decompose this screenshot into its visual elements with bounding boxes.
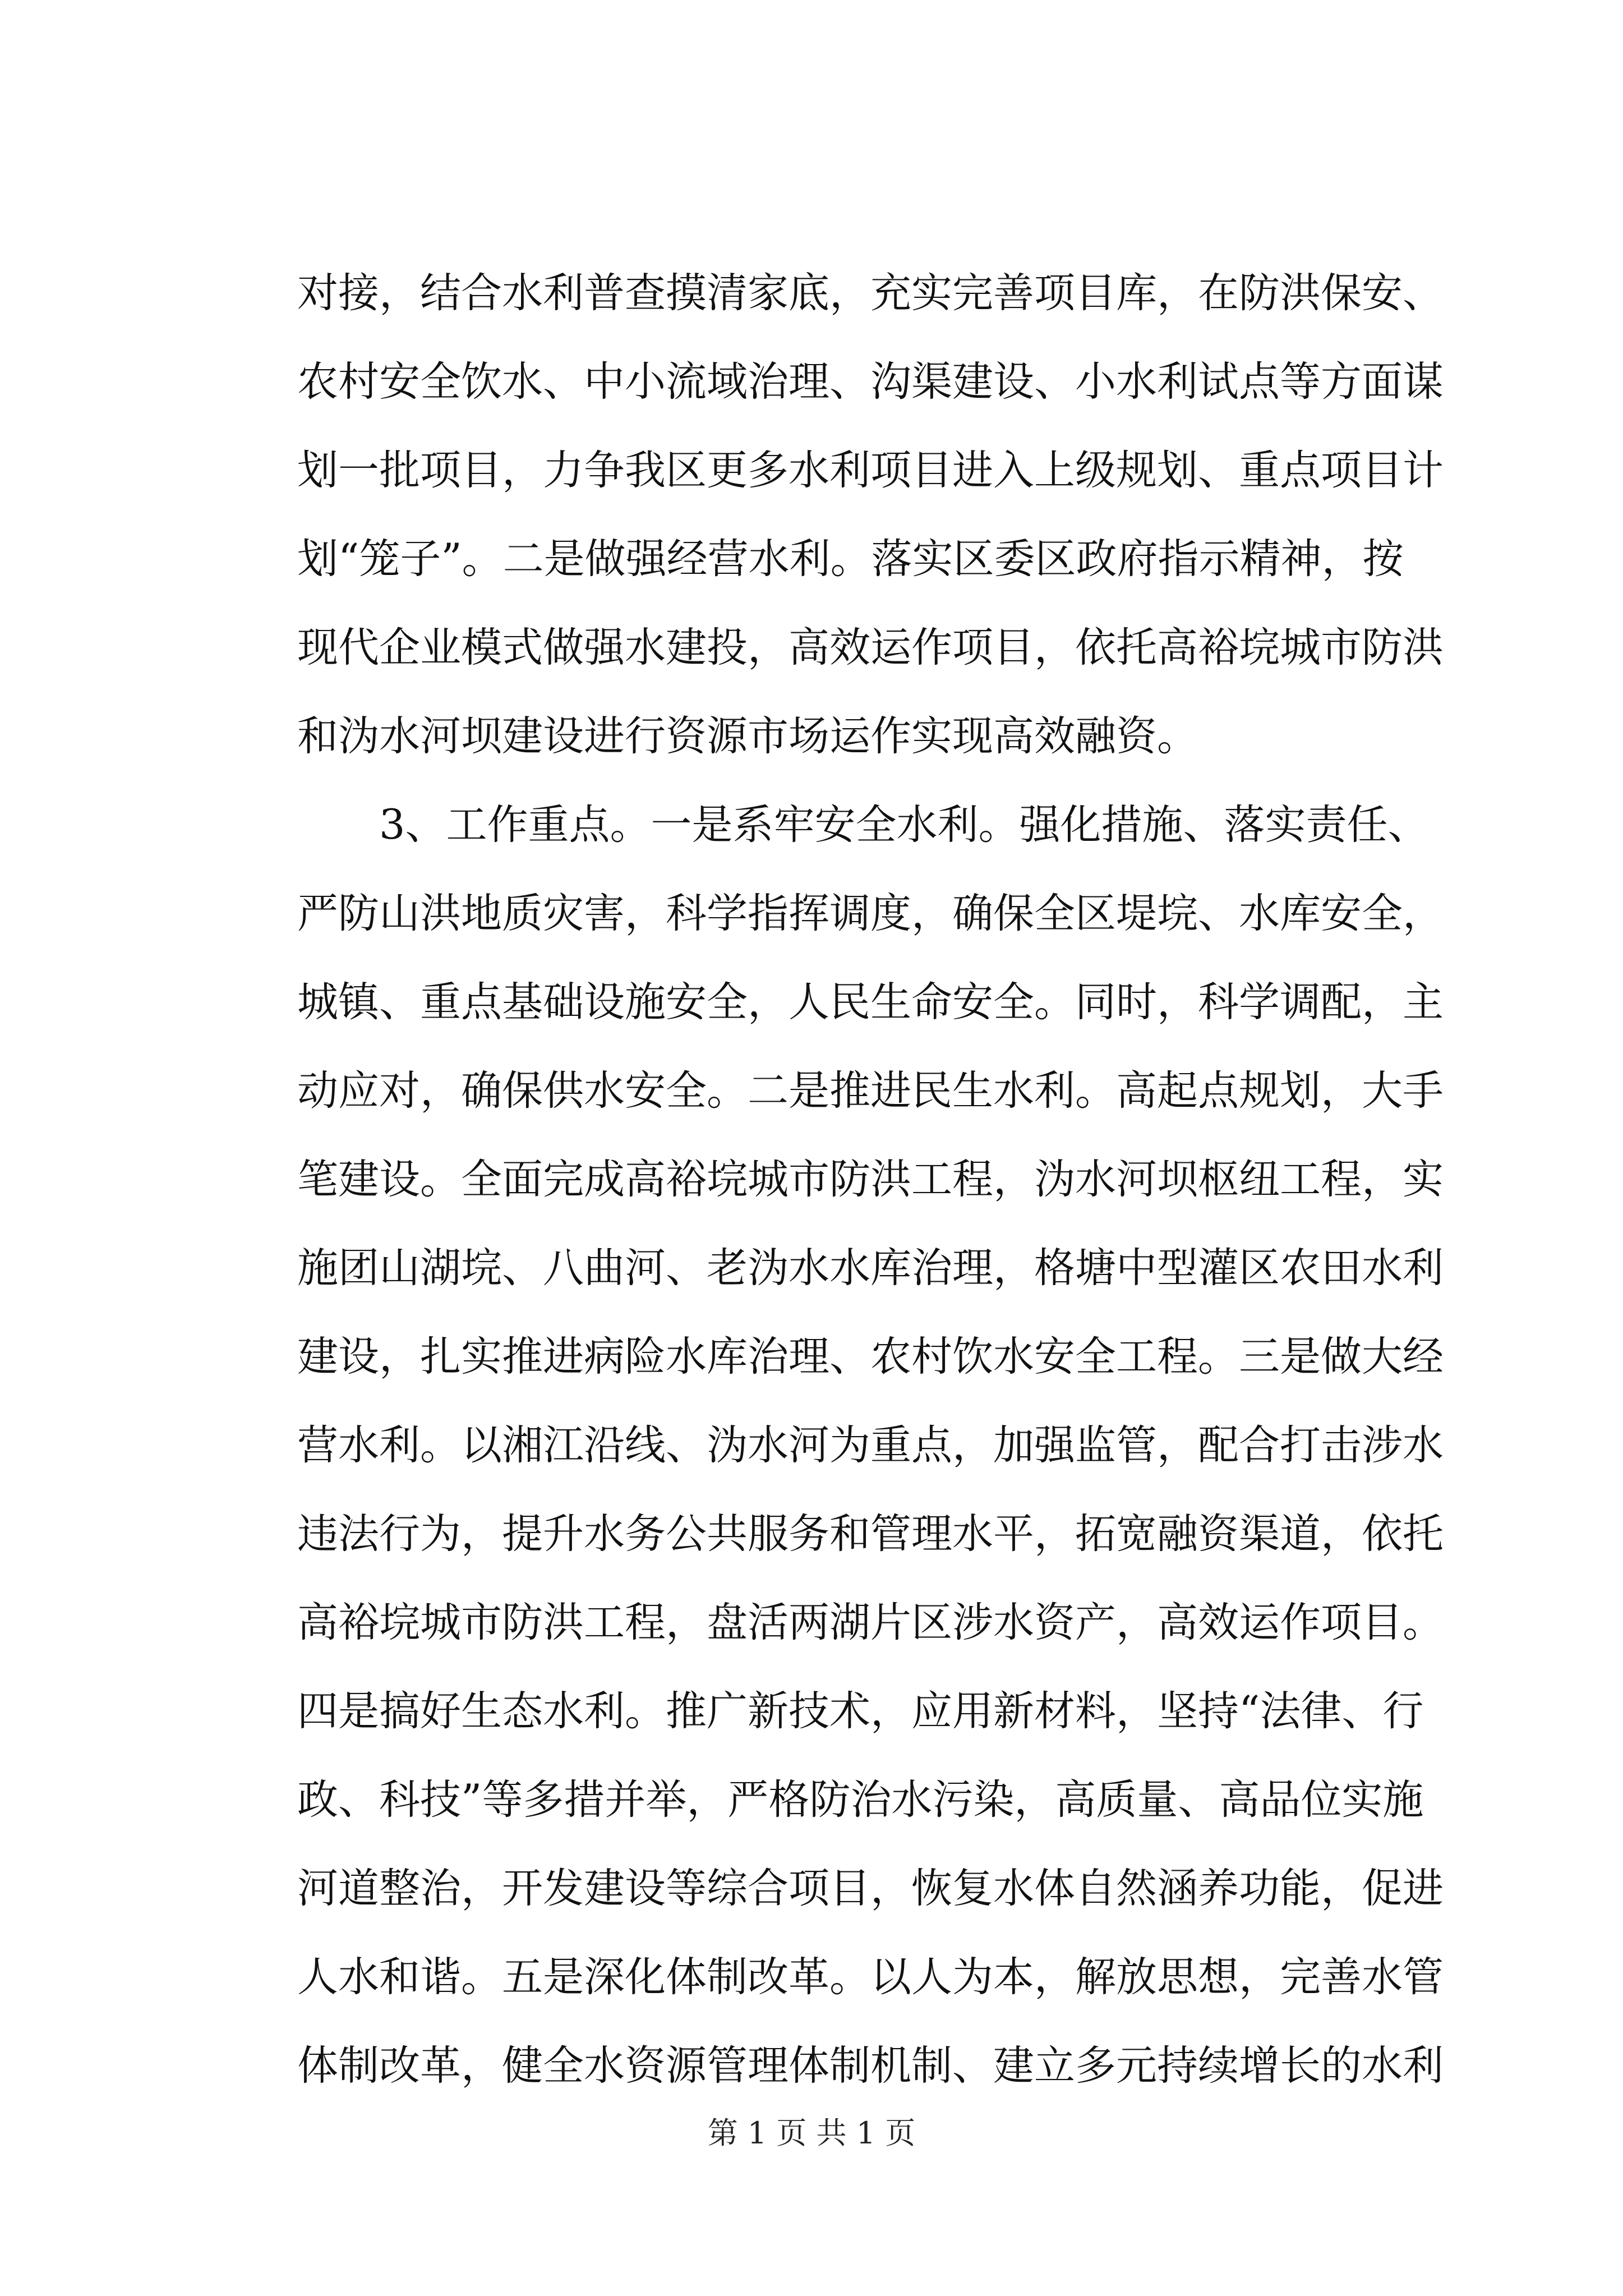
body-text <box>297 249 1444 2110</box>
text-line: 严防山洪地质灾害，科学指挥调度，确保全区堤垸、水库安全， <box>297 890 1444 937</box>
text-line: 和沩水河坝建设进行资源市场运作实现高效融资。 <box>297 712 1198 760</box>
text-line: 违法行为，提升水务公共服务和管理水平，拓宽融资渠道，依托 <box>297 1510 1444 1558</box>
text-line: 营水利。以湘江沿线、沩水河为重点，加强监管，配合打击涉水 <box>297 1421 1444 1469</box>
text-line: 政、科技”等多措并举，严格防治水污染，高质量、高品位实施 <box>297 1776 1424 1824</box>
text-line: 划“笼子”。二是做强经营水利。落实区委区政府指示精神，按 <box>297 535 1404 583</box>
text-line: 建设，扎实推进病险水库治理、农村饮水安全工程。三是做大经 <box>297 1333 1444 1381</box>
text-line: 动应对，确保供水安全。二是推进民生水利。高起点规划，大手 <box>297 1067 1444 1115</box>
text-line: 人水和谐。五是深化体制改革。以人为本，解放思想，完善水管 <box>297 1953 1444 2001</box>
text-line: 现代企业模式做强水建投，高效运作项目，依托高裕垸城市防洪 <box>297 624 1444 671</box>
text-line: 划一批项目，力争我区更多水利项目进入上级规划、重点项目计 <box>297 447 1444 494</box>
text-line: 城镇、重点基础设施安全，人民生命安全。同时，科学调配，主 <box>297 978 1444 1026</box>
text-line: 对接，结合水利普查摸清家底，充实完善项目库，在防洪保安、 <box>297 269 1444 317</box>
text-line: 农村安全饮水、中小流域治理、沟渠建设、小水利试点等方面谋 <box>297 358 1444 406</box>
text-line: 河道整治，开发建设等综合项目，恢复水体自然涵养功能，促进 <box>297 1865 1444 1912</box>
text-line: 笔建设。全面完成高裕垸城市防洪工程，沩水河坝枢纽工程，实 <box>297 1156 1444 1203</box>
text-line: 施团山湖垸、八曲河、老沩水水库治理，格塘中型灌区农田水利 <box>297 1244 1444 1292</box>
text-line: 体制改革，健全水资源管理体制机制、建立多元持续增长的水利 <box>297 2042 1444 2090</box>
page-footer: 第 1 页 共 1 页 <box>707 2115 916 2151</box>
text-line: 四是搞好生态水利。推广新技术，应用新材料，坚持“法律、行 <box>297 1687 1424 1735</box>
text-line: 高裕垸城市防洪工程，盘活两湖片区涉水资产，高效运作项目。 <box>297 1599 1444 1646</box>
text-line: 3、工作重点。一是系牢安全水利。强化措施、落实责任、 <box>379 801 1429 849</box>
